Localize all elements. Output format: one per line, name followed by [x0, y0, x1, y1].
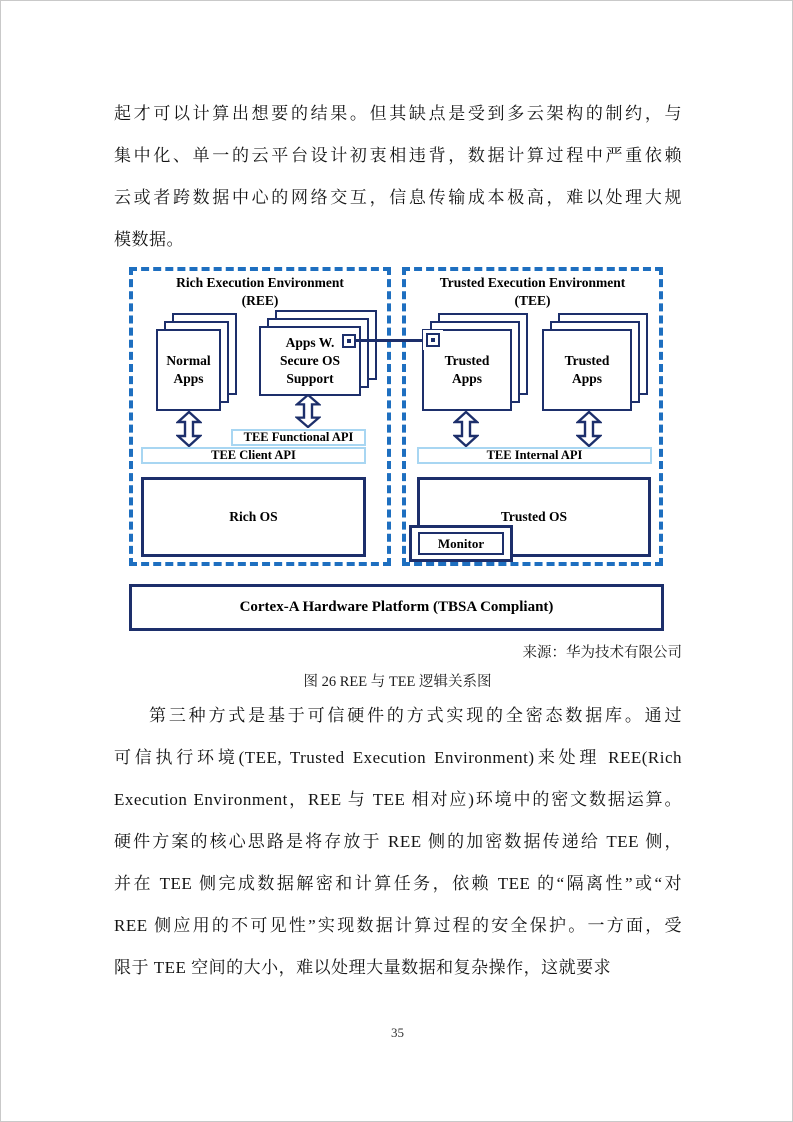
paragraph-line: 起才可以计算出想要的结果。但其缺点是受到多云架构的制约，与: [114, 104, 682, 123]
ree-connector-square-icon: [342, 334, 356, 348]
trusted-apps2-card: [542, 329, 632, 411]
secure-apps-label-line2: Secure OS: [279, 353, 341, 368]
normal-apps-card: [156, 329, 221, 411]
tee-internal-api-bar: [417, 447, 652, 464]
trusted-apps1-label-line1: Trusted: [444, 353, 490, 368]
normal-apps-label-line2: Apps: [173, 371, 204, 386]
trusted-apps2-label-line2: Apps: [571, 371, 603, 386]
trusted-apps2-label-line1: Trusted: [564, 353, 610, 368]
tee-client-api-label: TEE Client API: [211, 448, 296, 462]
tee-connector-square-icon: [426, 333, 440, 347]
ree-title: [129, 274, 391, 310]
page-number: 35: [391, 1025, 404, 1040]
figure-caption: 图 26 REE 与 TEE 逻辑关系图: [303, 674, 492, 690]
paragraph-line: 可信执行环境(TEE, Trusted Execution Environment)来处理 REE(Rich: [114, 748, 682, 767]
paragraph-1: [114, 93, 682, 261]
hardware-platform-box: [129, 584, 664, 631]
paragraph-2: [114, 695, 682, 989]
ree-title-line2: (REE): [241, 293, 279, 308]
bidirectional-arrow-icon: [295, 394, 321, 428]
rich-os-label: Rich OS: [229, 509, 278, 524]
tee-functional-api-label: TEE Functional API: [243, 430, 354, 444]
paragraph-line: 硬件方案的核心思路是将存放于 REE 侧的加密数据传递给 TEE 侧，: [114, 832, 682, 851]
tee-internal-api-label: TEE Internal API: [486, 448, 583, 462]
hardware-platform-label: Cortex-A Hardware Platform (TBSA Compliant): [239, 599, 554, 615]
bidirectional-arrow-icon: [453, 411, 479, 447]
tee-functional-api-bar: [231, 429, 366, 446]
monitor-label: Monitor: [437, 535, 485, 551]
tee-title-line2: (TEE): [514, 293, 551, 308]
connector-dot-icon: [431, 338, 435, 342]
ree-title-line1: Rich Execution Environment: [176, 275, 344, 290]
paragraph-line: 并在 TEE 侧完成数据解密和计算任务，依赖 TEE 的“隔离性”或“对: [114, 874, 682, 893]
secure-apps-label-line1: Apps W.: [285, 335, 335, 350]
secure-apps-label-line3: Support: [286, 371, 334, 386]
trusted-apps1-label-line2: Apps: [451, 371, 483, 386]
paragraph-line: Execution Environment，REE 与 TEE 相对应)环境中的密文数据运算。: [114, 790, 682, 809]
tee-client-api-bar: [141, 447, 366, 464]
bidirectional-arrow-icon: [176, 411, 202, 447]
rich-os-box: [141, 477, 366, 557]
normal-apps-label-line1: Normal: [166, 353, 211, 368]
figure-source-note: 来源：华为技术有限公司: [522, 645, 682, 661]
connector-dot-icon: [347, 339, 351, 343]
paragraph-line: 模数据。: [114, 230, 184, 249]
paragraph-line: 第三种方式是基于可信硬件的方式实现的全密态数据库。通过: [149, 706, 682, 725]
paragraph-line: 限于 TEE 空间的大小，难以处理大量数据和复杂操作，这就要求: [114, 958, 612, 977]
paragraph-line: REE 侧应用的不可见性”实现数据计算过程的安全保护。一方面，受: [114, 916, 682, 935]
bidirectional-arrow-icon: [576, 411, 602, 447]
tee-title-line1: Trusted Execution Environment: [439, 275, 626, 290]
paragraph-line: 集中化、单一的云平台设计初衷相违背，数据计算过程中严重依赖: [114, 146, 682, 165]
trusted-os-label: Trusted OS: [500, 509, 568, 524]
monitor-box: [418, 532, 504, 555]
ree-tee-connector-line: [356, 339, 428, 342]
tee-title: [402, 274, 663, 310]
paragraph-line: 云或者跨数据中心的网络交互，信息传输成本极高，难以处理大规: [114, 188, 682, 207]
